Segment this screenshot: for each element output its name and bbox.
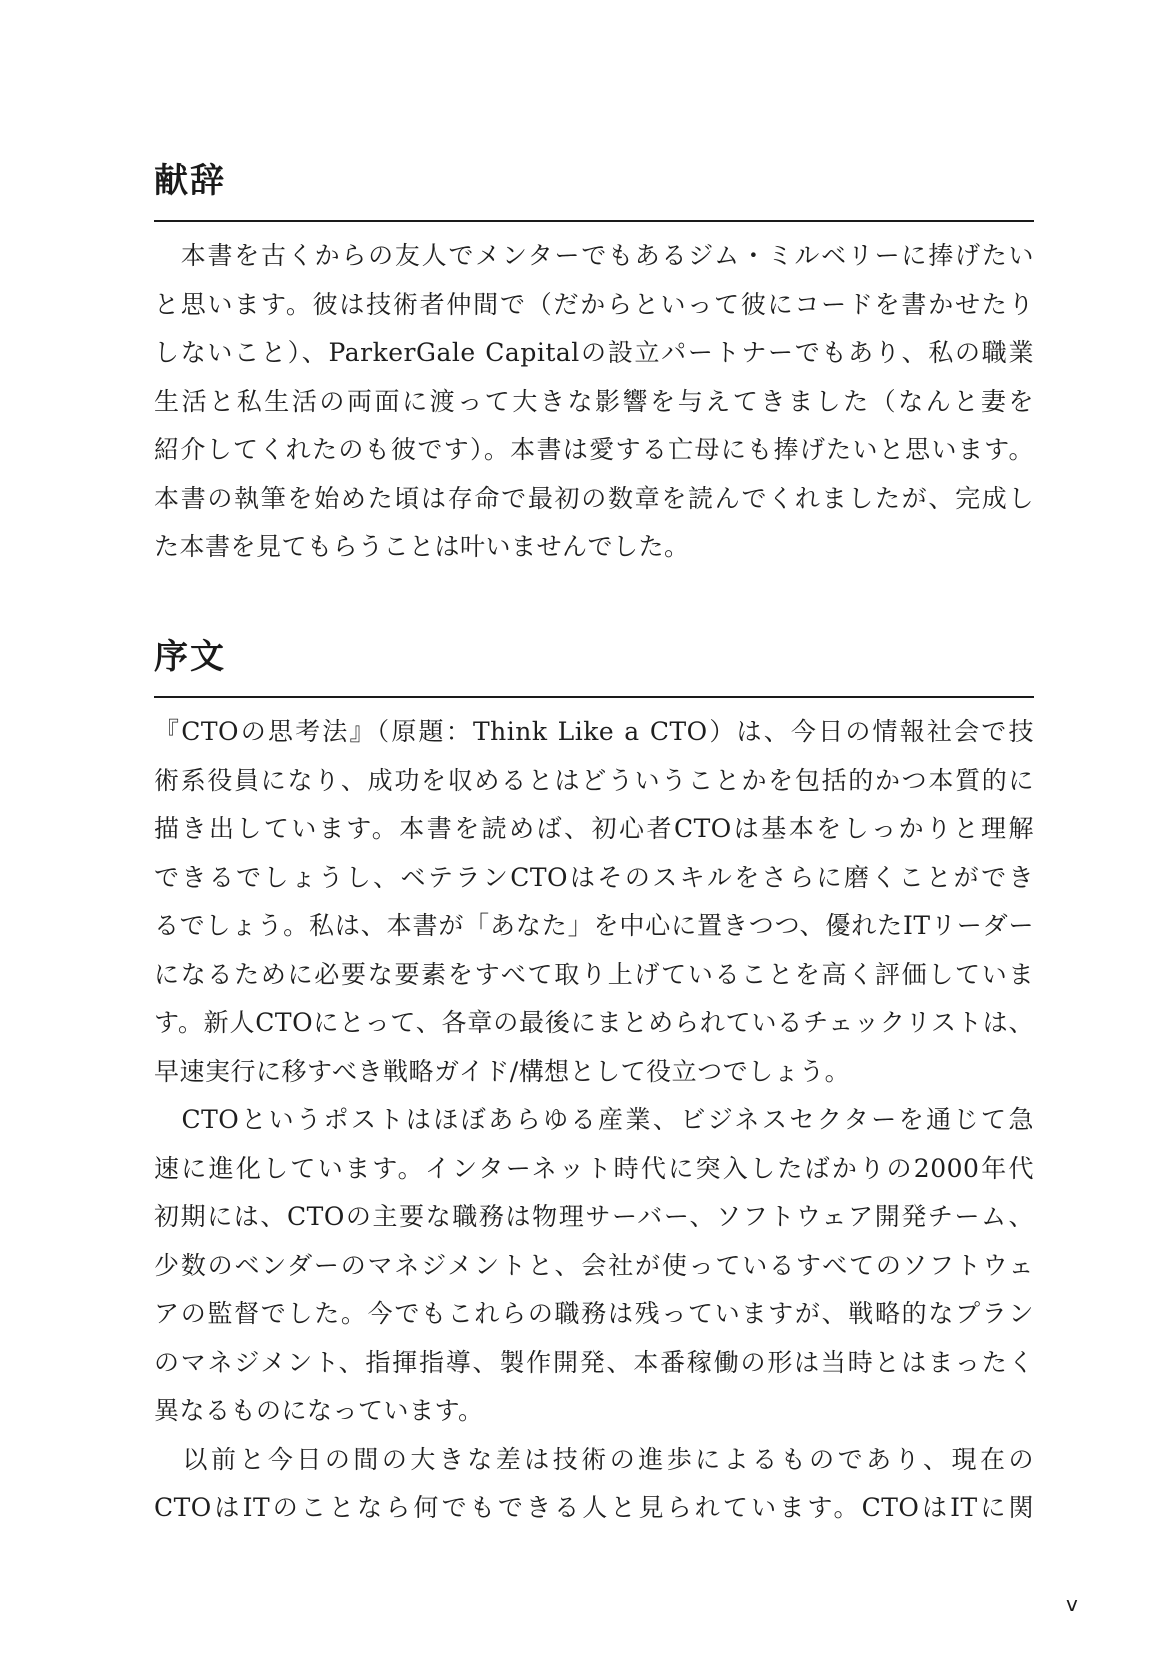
body-line: 描き出しています。本書を読めば、初心者CTOは基本をしっかりと理解 xyxy=(154,814,1034,843)
body-line: 以前と今日の間の大きな差は技術の進歩によるものであり、現在の xyxy=(154,1444,1034,1474)
body-line: す。新人CTOにとって、各章の最後にまとめられているチェックリストは、 xyxy=(154,1008,1034,1037)
body-line: 初期には、CTOの主要な職務は物理サーバー、ソフトウェア開発チーム、 xyxy=(154,1202,1034,1231)
body-line: と思います。彼は技術者仲間で（だからといって彼にコードを書かせたり xyxy=(154,289,1034,319)
body-line: CTOはITのことなら何でもできる人と見られています。CTOはITに関 xyxy=(154,1493,1034,1522)
body-line: 少数のベンダーのマネジメントと、会社が使っているすべてのソフトウェ xyxy=(154,1250,1034,1280)
body-line: 早速実行に移すべき戦略ガイド/構想として役立つでしょう。 xyxy=(154,1056,851,1086)
dedication-body xyxy=(154,232,1034,572)
body-line: るでしょう。私は、本書が「あなた」を中心に置きつつ、優れたITリーダー xyxy=(154,911,1034,940)
body-line: 異なるものになっています。 xyxy=(154,1396,484,1425)
preface-heading: 序文 xyxy=(154,637,226,677)
body-line: 本書を古くからの友人でメンターでもあるジム・ミルベリーに捧げたい xyxy=(154,241,1034,270)
dedication-rule xyxy=(154,220,1034,222)
preface-section xyxy=(154,636,1034,1533)
body-line: になるために必要な要素をすべて取り上げていることを高く評価していま xyxy=(154,959,1034,989)
body-line: 術系役員になり、成功を収めるとはどういうことかを包括的かつ本質的に xyxy=(154,765,1034,795)
body-line: 紹介してくれたのも彼です）。本書は愛する亡母にも捧げたいと思います。 xyxy=(154,435,1034,464)
body-line: 生活と私生活の両面に渡って大きな影響を与えてきました（なんと妻を xyxy=(154,386,1034,416)
preface-body xyxy=(154,708,1034,1533)
dedication-section xyxy=(154,160,1034,572)
body-line: しないこと）、ParkerGale Capitalの設立パートナーでもあり、私の職業 xyxy=(154,338,1034,367)
preface-rule xyxy=(154,696,1034,698)
body-line: できるでしょうし、ベテランCTOはそのスキルをさらに磨くことができ xyxy=(154,862,1034,892)
body-line: た本書を見てもらうことは叶いませんでした。 xyxy=(154,532,690,561)
body-line: のマネジメント、指揮指導、製作開発、本番稼働の形は当時とはまったく xyxy=(154,1347,1034,1377)
body-line: 『CTOの思考法』（原題：Think Like a CTO）は、今日の情報社会で技 xyxy=(154,717,1034,746)
dedication-heading: 献辞 xyxy=(154,161,226,201)
body-line: CTOというポストはほぼあらゆる産業、ビジネスセクターを通じて急 xyxy=(154,1105,1034,1134)
body-line: 速に進化しています。インターネット時代に突入したばかりの2000年代 xyxy=(154,1153,1034,1183)
body-line: 本書の執筆を始めた頃は存命で最初の数章を読んでくれましたが、完成し xyxy=(154,483,1034,513)
page-number: v xyxy=(1066,1592,1078,1616)
body-line: アの監督でした。今でもこれらの職務は残っていますが、戦略的なプラン xyxy=(154,1299,1034,1328)
